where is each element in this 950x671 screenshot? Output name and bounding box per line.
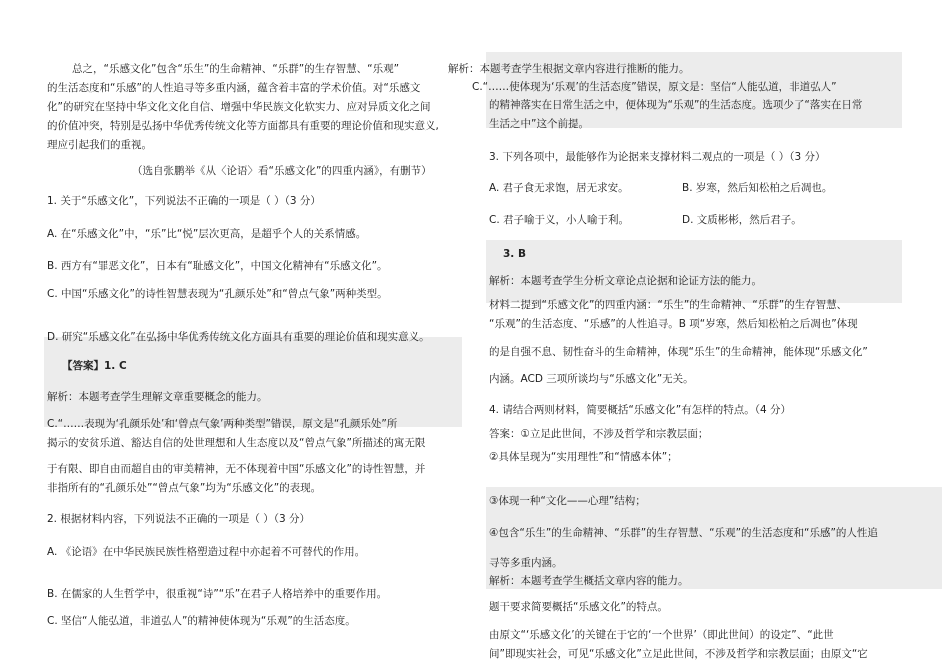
- explanation-1-line-2: 揭示的安贫乐道、豁达自信的处世理想和人生态度以及“曾点气象”所描述的寓无限: [47, 437, 426, 449]
- analysis-3: 解析：本题考查学生分析文章论点论据和论证方法的能力。: [489, 275, 762, 287]
- answer-4-line-5: 寻等多重内涵。: [489, 557, 563, 569]
- explanation-2-line-1: C.“……使体现为‘乐观’的生活态度”错误，原文是：坚信“人能弘道，非道弘人”: [472, 81, 837, 93]
- question-1: 1. 关于“乐感文化”，下列说法不正确的一项是（ ）（3 分）: [47, 195, 321, 207]
- explanation-4-line-1: 题干要求简要概括“乐感文化”的特点。: [489, 601, 668, 613]
- question-1-option-a: A. 在“乐感文化”中，“乐”比“悦”层次更高，是超乎个人的关系情感。: [47, 228, 367, 240]
- analysis-2: 解析：本题考查学生根据文章内容进行推断的能力。: [448, 63, 690, 75]
- question-1-option-c: C. 中国“乐感文化”的诗性智慧表现为“孔颜乐处”和“曾点气象”两种类型。: [47, 288, 388, 300]
- analysis-4: 解析：本题考查学生概括文章内容的能力。: [489, 575, 689, 587]
- explanation-2-line-3: 生活之中”这个前提。: [489, 118, 589, 130]
- answer-3: 3. B: [503, 248, 526, 260]
- answer-1: 【答案】1. C: [62, 360, 127, 372]
- question-3-option-d: D. 文质彬彬，然后君子。: [682, 214, 802, 226]
- answer-4-line-1: 答案：①立足此世间，不涉及哲学和宗教层面；: [489, 428, 709, 440]
- passage-line-2: 的生活态度和“乐感”的人性追寻等多重内涵，蕴含着丰富的学术价值。对“乐感文: [47, 82, 421, 94]
- explanation-1-line-3: 于有限、即自由而超自由的审美精神，无不体现着中国“乐感文化”的诗性智慧，并: [47, 463, 426, 475]
- question-3-option-b: B. 岁寒，然后知松柏之后凋也。: [682, 182, 833, 194]
- passage-source: （选自张鹏举《从〈论语〉看“乐感文化”的四重内涵》，有删节）: [132, 165, 432, 177]
- question-1-option-b: B. 西方有“罪恶文化”，日本有“耻感文化”，中国文化精神有“乐感文化”。: [47, 260, 388, 272]
- question-2-option-c: C. 坚信“人能弘道，非道弘人”的精神使体现为“乐观”的生活态度。: [47, 615, 356, 627]
- passage-line-3: 化”的研究在坚持中华文化文化自信、增强中华民族文化软实力、应对异质文化之间: [47, 101, 431, 113]
- explanation-3-line-2: “乐观”的生活态度、“乐感”的人性追寻。B 项“岁寒，然后知松柏之后凋也”体现: [489, 318, 858, 330]
- explanation-2-line-2: 的精神落实在日常生活之中，便体现为“乐观”的生活态度。选项少了“落实在日常: [489, 99, 863, 111]
- question-2: 2. 根据材料内容，下列说法不正确的一项是（ ）（3 分）: [47, 513, 310, 525]
- answer-4-line-3: ③体现一种“文化——心理”结构；: [489, 495, 646, 507]
- answer-block-1-shade: [44, 337, 462, 427]
- question-3: 3. 下列各项中，最能够作为论据来支撑材料二观点的一项是（ ）（3 分）: [489, 151, 826, 163]
- explanation-1-line-4: 非指所有的“孔颜乐处”“曾点气象”均为“乐感文化”的表现。: [47, 482, 322, 494]
- explanation-3-line-1: 材料二提到“乐感文化”的四重内涵：“乐生”的生命精神、“乐群”的生存智慧、: [489, 299, 848, 311]
- question-3-option-a: A. 君子食无求饱，居无求安。: [489, 182, 629, 194]
- question-1-option-d: D. 研究“乐感文化”在弘扬中华优秀传统文化方面具有重要的理论价值和现实意义。: [47, 331, 430, 343]
- question-2-option-a: A. 《论语》在中华民族民族性格塑造过程中亦起着不可替代的作用。: [47, 546, 366, 558]
- answer-4-line-2: ②具体呈现为“实用理性”和“情感本体”；: [489, 451, 678, 463]
- explanation-4-line-3: 间”即现实社会，可见“乐感文化”立足此世间，不涉及哲学和宗教层面；由原文“它: [489, 648, 868, 660]
- answer-block-3-shade: [486, 240, 902, 303]
- explanation-1-line-1: C.“……表现为‘孔颜乐处’和‘曾点气象’两种类型”错误，原文是“孔颜乐处”所: [47, 418, 398, 430]
- passage-line-4: 的价值冲突，特别是弘扬中华优秀传统文化等方面都具有重要的理论价值和现实意义,: [47, 120, 439, 132]
- analysis-1: 解析：本题考查学生理解文章重要概念的能力。: [47, 391, 268, 403]
- explanation-3-line-3: 的是自强不息、韧性奋斗的生命精神，体现“乐生”的生命精神，能体现“乐感文化”: [489, 346, 868, 358]
- explanation-4-line-2: 由原文“‘乐感文化’的关键在于它的‘一个世界’（即此世间）的设定”、“此世: [489, 629, 834, 641]
- question-4: 4. 请结合两则材料，简要概括“乐感文化”有怎样的特点。（4 分）: [489, 404, 792, 416]
- passage-line-5: 理应引起我们的重视。: [47, 139, 152, 151]
- answer-4-line-4: ④包含“乐生”的生命精神、“乐群”的生存智慧、“乐观”的生活态度和“乐感”的人性追: [489, 527, 878, 539]
- question-3-option-c: C. 君子喻于义，小人喻于利。: [489, 214, 630, 226]
- explanation-3-line-4: 内涵。ACD 三项所谈均与“乐感文化”无关。: [489, 373, 694, 385]
- passage-line-1: 总之，“乐感文化”包含“乐生”的生命精神、“乐群”的生存智慧、“乐观”: [72, 63, 400, 75]
- question-2-option-b: B. 在儒家的人生哲学中，很重视“诗”“乐”在君子人格培养中的重要作用。: [47, 588, 388, 600]
